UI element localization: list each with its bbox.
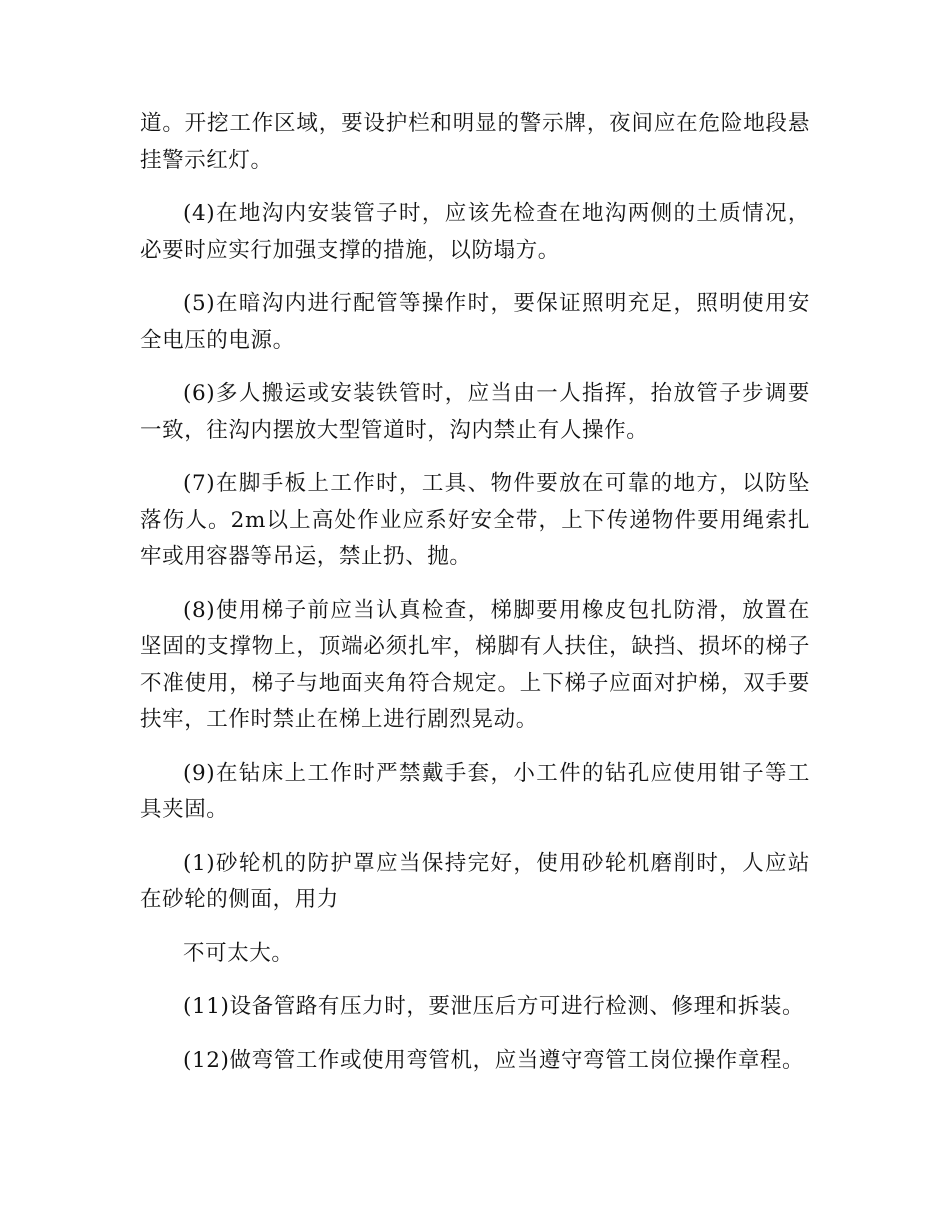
paragraph-item-10: (1)砂轮机的防护罩应当保持完好，使用砂轮机磨削时，人应站在砂轮的侧面，用力 bbox=[140, 850, 810, 912]
paragraph-item-4: (4)在地沟内安装管子时，应该先检查在地沟两侧的土质情况，必要时应实行加强支撑的措施，以防塌方。 bbox=[140, 201, 810, 263]
paragraph-item-5: (5)在暗沟内进行配管等操作时，要保证照明充足，照明使用安全电压的电源。 bbox=[140, 291, 810, 353]
paragraph-continuation: 道。开挖工作区域，要设护栏和明显的警示牌，夜间应在危险地段悬挂警示红灯。 bbox=[140, 111, 810, 173]
paragraph-item-6: (6)多人搬运或安装铁管时，应当由一人指挥，抬放管子步调要一致，往沟内摆放大型管道时，沟内禁止有人操作。 bbox=[140, 381, 810, 443]
paragraph-item-11: (11)设备管路有压力时，要泄压后方可进行检测、修理和拆装。 bbox=[183, 994, 805, 1019]
paragraph-item-7: (7)在脚手板上工作时，工具、物件要放在可靠的地方，以防坠落伤人。2m以上高处作业应系好安全带，上下传递物件要用绳索扎牢或用容器等吊运，禁止扔、抛。 bbox=[140, 471, 810, 569]
paragraph-item-8: (8)使用梯子前应当认真检查，梯脚要用橡皮包扎防滑，放置在坚固的支撑物上，顶端必须扎牢，梯脚有人扶住，缺挡、损坏的梯子不准使用，梯子与地面夹角符合规定。上下梯子应面对护梯，双手要扶牢，工作时禁止在梯上进行剧烈晃动。 bbox=[140, 597, 810, 732]
document-body bbox=[140, 106, 810, 1096]
paragraph-item-12: (12)做弯管工作或使用弯管机，应当遵守弯管工岗位操作章程。 bbox=[183, 1047, 805, 1073]
paragraph-item-9: (9)在钻床上工作时严禁戴手套，小工件的钻孔应使用钳子等工具夹固。 bbox=[140, 760, 810, 822]
paragraph-item-10-continuation: 不可太大。 bbox=[183, 940, 294, 966]
